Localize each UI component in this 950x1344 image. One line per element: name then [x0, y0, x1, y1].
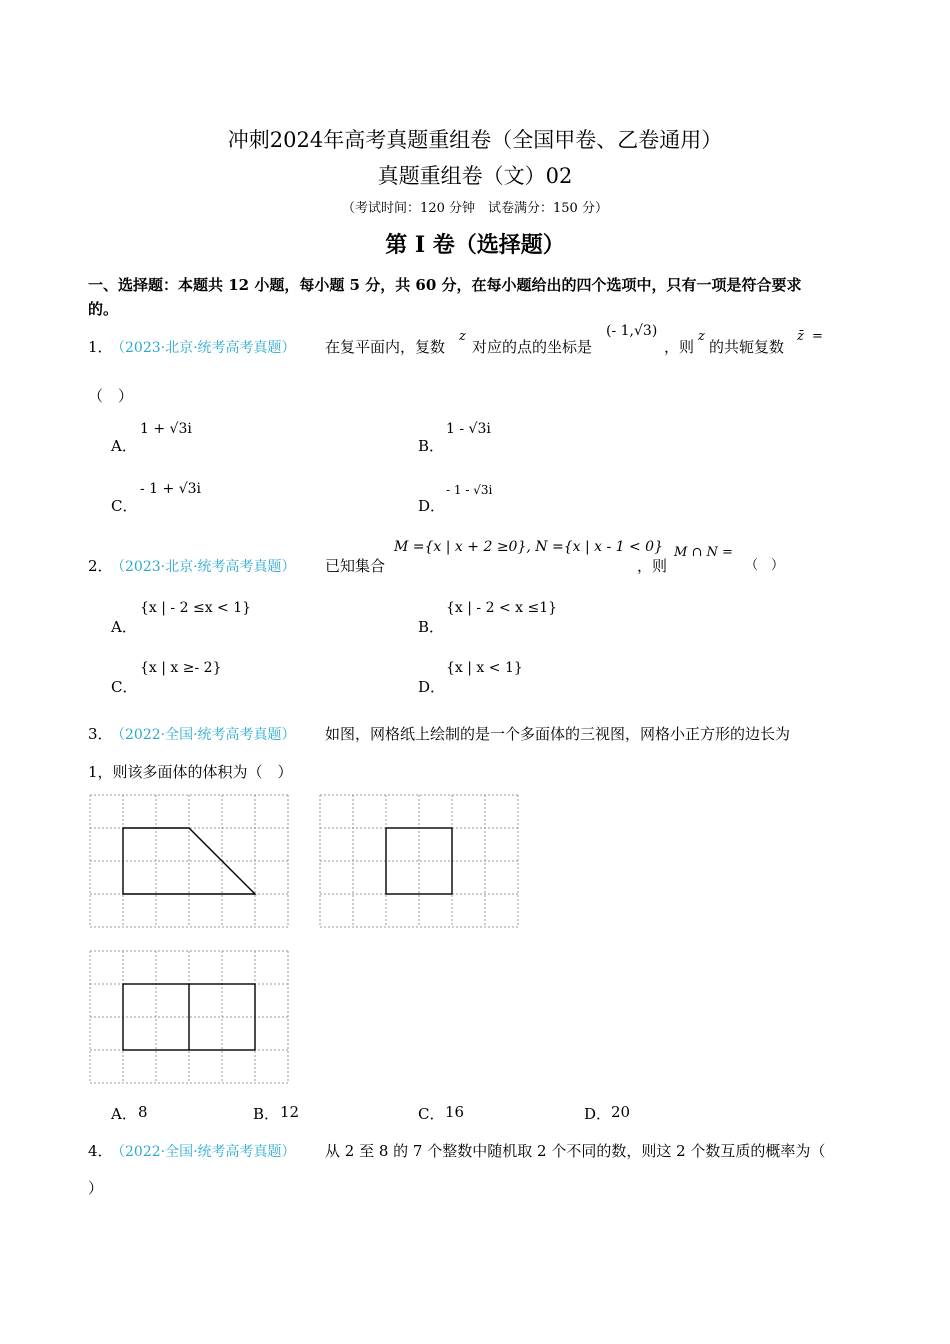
- question-stem: 如图，网格纸上绘制的是一个多面体的三视图，网格小正方形的边长为: [325, 725, 791, 743]
- question-stem: ）: [88, 1179, 104, 1197]
- equals-sign: =: [812, 329, 823, 344]
- option-c-label[interactable]: C．: [418, 1105, 445, 1123]
- question-stem: 已知集合: [325, 557, 386, 575]
- answer-paren: （ ）: [745, 558, 785, 573]
- front-view-figure: [89, 794, 289, 928]
- option-a-text[interactable]: 1 + √3i: [140, 421, 192, 437]
- option-a-text[interactable]: 8: [138, 1103, 148, 1121]
- conjugate-z: z̄: [797, 329, 804, 344]
- option-a-label[interactable]: A．: [111, 1105, 137, 1123]
- question-stem: ，则: [664, 338, 695, 356]
- question-stem: 1，则该多面体的体积为（ ）: [88, 763, 293, 781]
- grid-lines: [320, 795, 518, 927]
- top-view-figure: [89, 950, 289, 1084]
- option-d-text[interactable]: {x | x < 1}: [446, 660, 523, 676]
- paper-subtitle: 真题重组卷（文）02: [377, 164, 573, 188]
- option-b-label[interactable]: B．: [418, 618, 445, 636]
- section-instructions-line2: 的。: [88, 300, 119, 318]
- option-b-text[interactable]: 1 - √3i: [446, 421, 491, 437]
- section-title: 第 I 卷（选择题）: [385, 232, 565, 258]
- question-source[interactable]: （2023·北京·统考高考真题）: [111, 340, 296, 356]
- exam-info: （考试时间：120 分钟 试卷满分：150 分）: [342, 201, 608, 216]
- option-b-label[interactable]: B．: [418, 437, 445, 455]
- section-instructions-line1: 一、选择题：本题共 12 小题，每小题 5 分，共 60 分，在每小题给出的四个选项中，只有一项是符合要求: [88, 276, 802, 294]
- question-number: 2．: [88, 557, 113, 575]
- option-c-text[interactable]: - 1 + √3i: [140, 481, 202, 497]
- question-source[interactable]: （2023·北京·统考高考真题）: [111, 559, 296, 575]
- question-number: 3．: [88, 725, 113, 743]
- question-stem: 从 2 至 8 的 7 个整数中随机取 2 个不同的数，则这 2 个数互质的概率为（: [325, 1142, 826, 1160]
- option-d-label[interactable]: D．: [584, 1105, 612, 1123]
- option-d-label[interactable]: D．: [418, 497, 446, 515]
- point-coordinates: (- 1,√3): [606, 323, 658, 339]
- question-stem: 的共轭复数: [709, 338, 785, 356]
- answer-paren: （ ）: [88, 387, 134, 405]
- option-a-label[interactable]: A．: [111, 437, 137, 455]
- paper-title: 冲刺2024年高考真题重组卷（全国甲卷、乙卷通用）: [227, 128, 723, 152]
- grid-lines: [90, 795, 288, 927]
- option-b-text[interactable]: {x | - 2 < x ≤1}: [446, 600, 558, 616]
- question-stem: 对应的点的坐标是: [472, 338, 593, 356]
- option-d-text[interactable]: 20: [611, 1103, 631, 1121]
- question-source[interactable]: （2022·全国·统考高考真题）: [111, 727, 296, 743]
- option-c-text[interactable]: {x | x ≥- 2}: [140, 660, 222, 676]
- variable-z: z: [698, 329, 705, 344]
- set-definitions: M ={x | x + 2 ≥0}, N ={x | x - 1 < 0}: [394, 539, 663, 555]
- option-b-label[interactable]: B．: [253, 1105, 280, 1123]
- question-stem: 在复平面内，复数: [325, 338, 446, 356]
- question-stem: ，则: [637, 557, 668, 575]
- option-c-label[interactable]: C．: [111, 497, 138, 515]
- option-b-text[interactable]: 12: [280, 1103, 300, 1121]
- option-a-label[interactable]: A．: [111, 618, 137, 636]
- question-number: 1．: [88, 338, 113, 356]
- option-d-text[interactable]: - 1 - √3i: [446, 483, 493, 497]
- option-a-text[interactable]: {x | - 2 ≤x < 1}: [140, 600, 252, 616]
- side-view-figure: [319, 794, 519, 928]
- question-number: 4．: [88, 1142, 113, 1160]
- option-d-label[interactable]: D．: [418, 678, 446, 696]
- option-c-label[interactable]: C．: [111, 678, 138, 696]
- option-c-text[interactable]: 16: [445, 1103, 465, 1121]
- variable-z: z: [459, 329, 466, 344]
- question-source[interactable]: （2022·全国·统考高考真题）: [111, 1144, 296, 1160]
- set-intersection: M ∩ N =: [674, 545, 733, 560]
